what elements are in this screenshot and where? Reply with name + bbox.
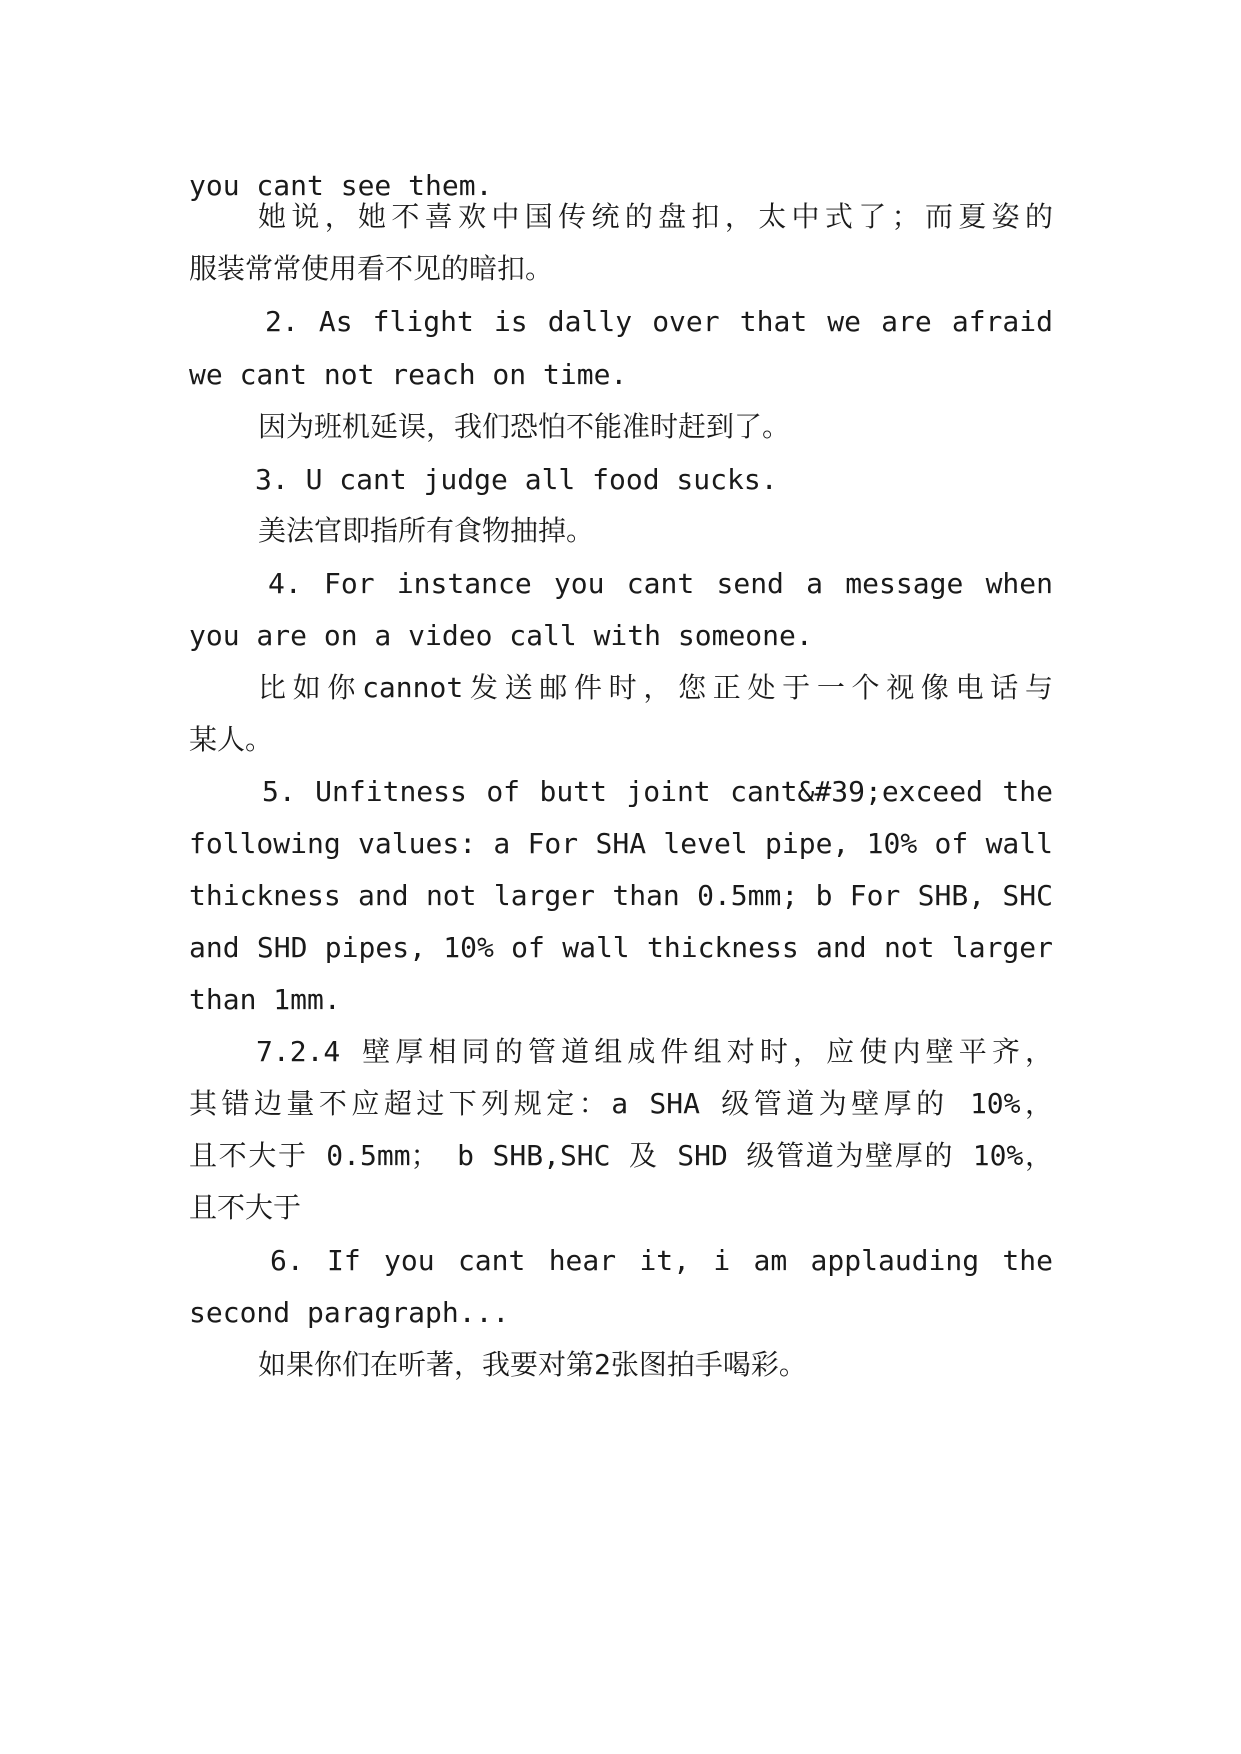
text-line: you cant see them. bbox=[189, 169, 493, 202]
text-line: following values: a For SHA level pipe, 10% of wall bbox=[189, 827, 1053, 860]
text-line: 7.2.4 壁厚相同的管道组成件组对时，应使内壁平齐， bbox=[256, 1035, 1053, 1068]
text-line: 服装常常使用看不见的暗扣。 bbox=[189, 252, 554, 285]
text-line: 因为班机延误，我们恐怕不能准时赶到了。 bbox=[258, 410, 791, 443]
text-line: 某人。 bbox=[189, 723, 274, 756]
text-line: we cant not reach on time. bbox=[189, 358, 628, 391]
text-line: you are on a video call with someone. bbox=[189, 619, 813, 652]
text-line: 美法官即指所有食物抽掉。 bbox=[258, 514, 595, 547]
text-line: 且不大于 0.5mm； b SHB,SHC 及 SHD 级管道为壁厚的 10%， bbox=[189, 1139, 1053, 1172]
text-line: and SHD pipes, 10% of wall thickness and not larger bbox=[189, 931, 1053, 964]
text-line: 比如你cannot发送邮件时，您正处于一个视像电话与 bbox=[258, 671, 1053, 704]
text-line: 4. For instance you cant send a message when bbox=[268, 567, 1053, 600]
text-line: 2. As flight is dally over that we are afraid bbox=[265, 305, 1053, 338]
text-line: second paragraph... bbox=[189, 1296, 510, 1329]
text-line: 她说，她不喜欢中国传统的盘扣，太中式了；而夏姿的 bbox=[258, 200, 1053, 233]
text-line: than 1mm. bbox=[189, 983, 341, 1016]
text-line: 5. Unfitness of butt joint cant&#39;exceed the bbox=[262, 775, 1053, 808]
text-line: 3. U cant judge all food sucks. bbox=[255, 463, 778, 496]
text-line: 如果你们在听著，我要对第2张图拍手喝彩。 bbox=[258, 1348, 807, 1381]
text-line: 其错边量不应超过下列规定：a SHA 级管道为壁厚的 10%， bbox=[189, 1087, 1053, 1120]
text-line: 6. If you cant hear it, i am applauding the bbox=[270, 1244, 1053, 1277]
text-line: 且不大于 bbox=[189, 1191, 302, 1224]
text-line: thickness and not larger than 0.5mm; b For SHB, SHC bbox=[189, 879, 1053, 912]
